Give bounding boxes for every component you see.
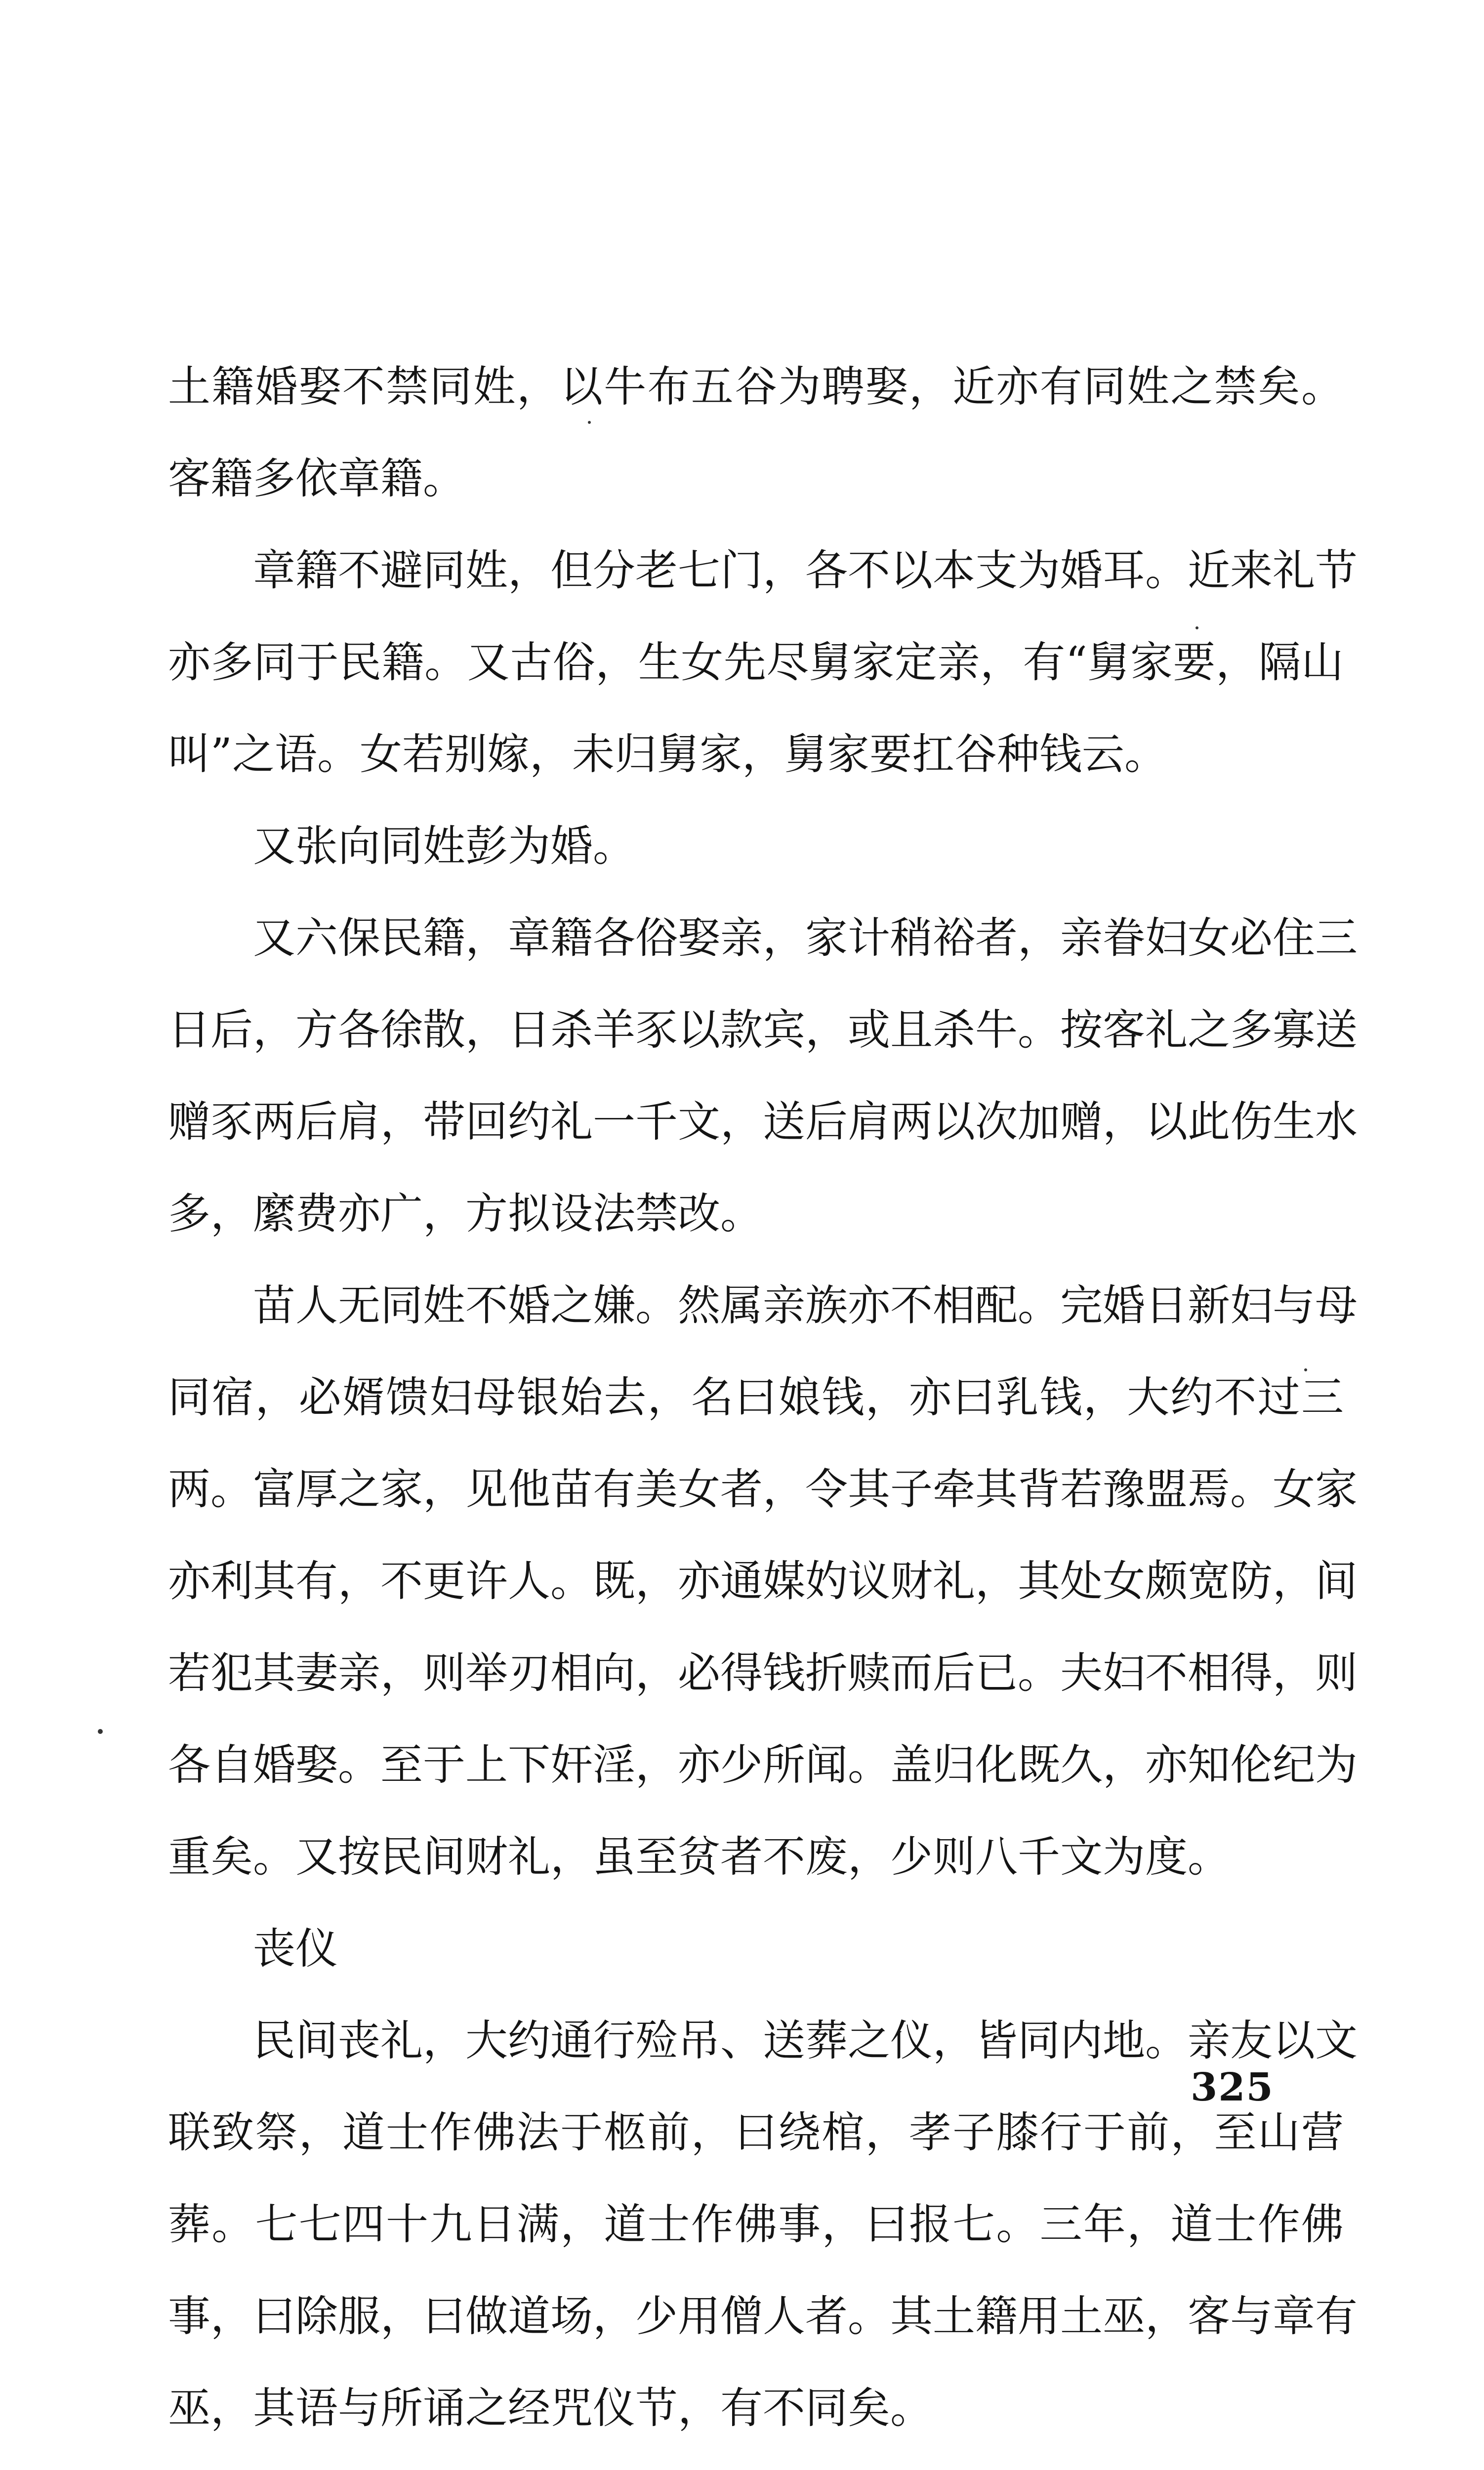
text-line: 民间丧礼，大约通行殓吊、送葬之仪，皆同内地。亲友以文 bbox=[253, 2016, 1358, 2065]
text-line: 亦多同于民籍。又古俗，生女先尽舅家定亲，有“舅家要，隔山 bbox=[168, 638, 1344, 687]
scan-speck bbox=[98, 1729, 103, 1734]
page-number: 325 bbox=[1191, 2065, 1274, 2110]
body-text bbox=[168, 341, 1358, 2470]
text-line: 亦利其有，不更许人。既，亦通媒妁议财礼，其处女颇宽防，间 bbox=[168, 1557, 1358, 1606]
scan-speck bbox=[588, 421, 591, 424]
text-line: 各自婚娶。至于上下奸淫，亦少所闻。盖归化既久，亦知伦纪为 bbox=[168, 1740, 1358, 1790]
text-line: 两。富厚之家，见他苗有美女者，令其子牵其背若豫盟焉。女家 bbox=[168, 1465, 1358, 1514]
text-line: 联致祭，道士作佛法于柩前，曰绕棺，孝子膝行于前，至山营 bbox=[168, 2108, 1344, 2157]
text-line: 土籍婚娶不禁同姓，以牛布五谷为聘娶，近亦有同姓之禁矣。 bbox=[168, 362, 1344, 412]
text-line: 巫，其语与所诵之经咒仪节，有不同矣。 bbox=[168, 2384, 933, 2433]
text-line: 章籍不避同姓，但分老七门，各不以本支为婚耳。近来礼节 bbox=[253, 546, 1358, 595]
text-line: 日后，方各徐散，日杀羊豕以款宾，或且杀牛。按客礼之多寡送 bbox=[168, 1005, 1358, 1055]
text-line: 又张向同姓彭为婚。 bbox=[253, 822, 635, 871]
scan-speck bbox=[1195, 626, 1198, 629]
text-line: 若犯其妻亲，则举刃相向，必得钱折赎而后已。夫妇不相得，则 bbox=[168, 1648, 1358, 1698]
text-line: 葬。七七四十九日满，道士作佛事，曰报七。三年，道士作佛 bbox=[168, 2200, 1344, 2249]
text-line: 同宿，必婿馈妇母银始去，名曰娘钱，亦曰乳钱，大约不过三 bbox=[168, 1373, 1344, 1422]
text-line: 又六保民籍，章籍各俗娶亲，家计稍裕者，亲眷妇女必住三 bbox=[253, 913, 1358, 963]
text-line: 多，縻费亦广，方拟设法禁改。 bbox=[168, 1189, 763, 1238]
section-heading: 丧仪 bbox=[253, 1924, 338, 1974]
text-line: 赠豕两后肩，带回约礼一千文，送后肩两以次加赠，以此伤生水 bbox=[168, 1097, 1358, 1147]
text-line: 叫”之语。女若别嫁，未归舅家，舅家要扛谷种钱云。 bbox=[168, 730, 1167, 779]
text-line bbox=[168, 2454, 1344, 2470]
text-line: 事，曰除服，曰做道场，少用僧人者。其土籍用土巫，客与章有 bbox=[168, 2292, 1358, 2341]
text-line: 重矣。又按民间财礼，虽至贫者不废，少则八千文为度。 bbox=[168, 1832, 1230, 1882]
text-line: 客籍多依章籍。 bbox=[168, 454, 465, 503]
scan-speck bbox=[1304, 1368, 1307, 1371]
text-line: 苗人无同姓不婚之嫌。然属亲族亦不相配。完婚日新妇与母 bbox=[253, 1281, 1358, 1330]
